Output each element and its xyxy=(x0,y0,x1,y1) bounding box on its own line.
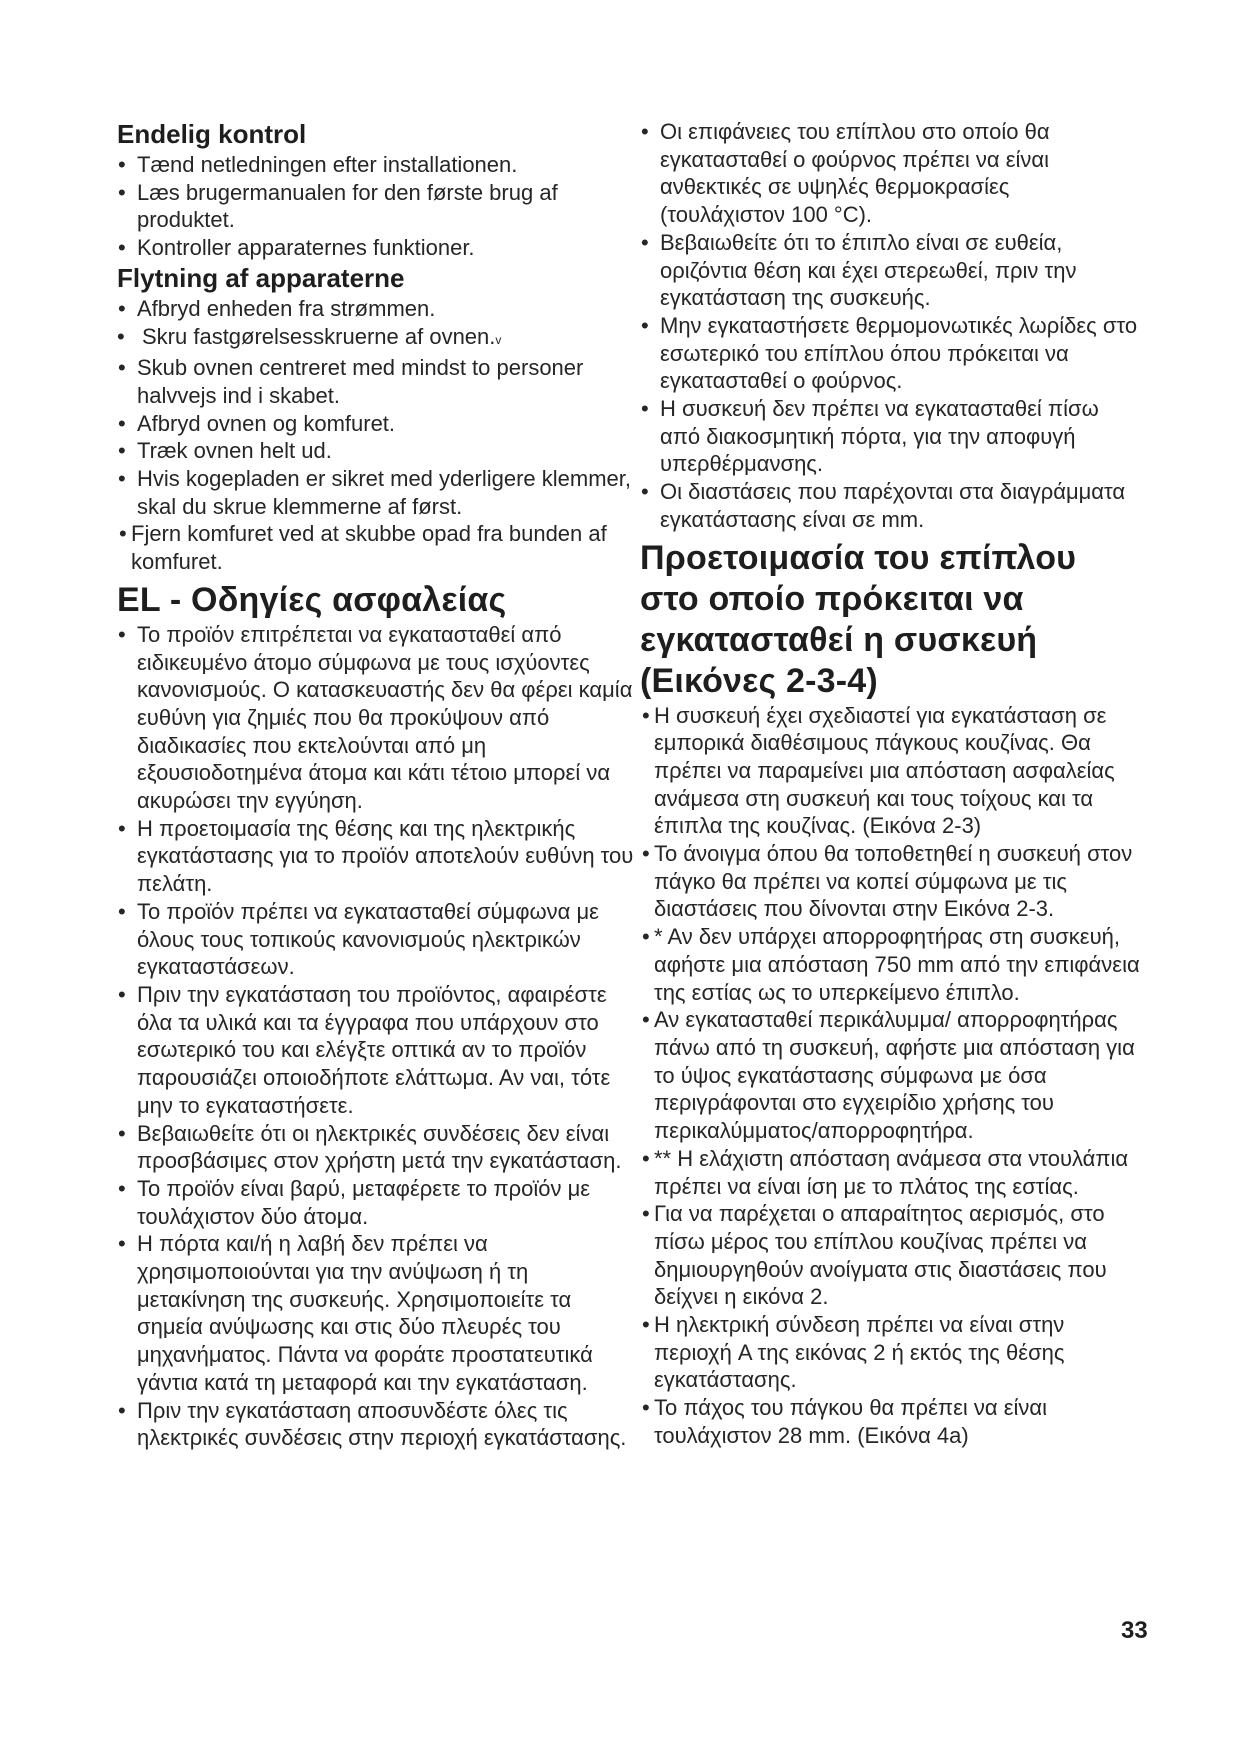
list-item: • Για να παρέχεται ο απαραίτητος αερισμός, στο πίσω μέρος του επίπλου κουζίνας πρέπει να δημιουργηθούν ανοίγματα στις διαστάσεις που δείχνει η εικόνα 2. xyxy=(642,1201,1107,1310)
list-item: • Afbryd ovnen og komfuret. xyxy=(118,410,396,436)
list-item: • Kontroller apparaternes funktioner. xyxy=(118,235,475,261)
list-item: • ** Η ελάχιστη απόσταση ανάμεσα στα ντουλάπια πρέπει να είναι ίση με το πλάτος της εστίας. xyxy=(642,1145,1129,1199)
endelig-kontrol-heading: Endelig kontrol xyxy=(117,119,307,149)
el-safety-list xyxy=(117,621,637,1452)
list-item: • Βεβαιωθείτε ότι το έπιπλο είναι σε ευθεία, οριζόντια θέση και έχει στερεωθεί, πριν την εγκατάσταση της συσκευής. xyxy=(641,229,1077,311)
list-item: • Βεβαιωθείτε ότι οι ηλεκτρικές συνδέσεις δεν είναι προσβάσιμες στον χρήστη μετά την εγκατάσταση. xyxy=(118,1120,622,1174)
footnote-mark: v xyxy=(495,332,502,347)
list-item: • Το προϊόν επιτρέπεται να εγκατασταθεί από ειδικευμένο άτομο σύμφωνα με τους ισχύοντες κανονισμούς. Ο κατασκευαστής δεν θα φέρει καμία ευθύνη για ζημιές που θα προκύψουν από διαδικασίες που εκτελούνται από μη εξουσιοδοτημένα άτομα και κάτι τέτοιο μπορεί να ακυρώσει την εγγύηση. xyxy=(118,621,633,814)
list-item: • Μην εγκαταστήσετε θερμομονωτικές λωρίδες στο εσωτερικό του επίπλου όπου πρόκειται να εγκατασταθεί ο φούρνος. xyxy=(641,312,1138,394)
list-item: • Οι επιφάνειες του επίπλου στο οποίο θα εγκατασταθεί ο φούρνος πρέπει να είναι ανθεκτικές σε υψηλές θερμοκρασίες (τουλάχιστον 100 °C). xyxy=(641,119,1050,228)
list-item: • Αν εγκατασταθεί περικάλυμμα/ απορροφητήρας πάνω από τη συσκευή, αφήστε μια απόσταση για το ύψος εγκατάστασης σύμφωνα με όσα περιγράφονται στο εγχειρίδιο χρήσης του περικαλύμματος/απορροφητήρα. xyxy=(642,1007,1135,1144)
list-item: • Η ηλεκτρική σύνδεση πρέπει να είναι στην περιοχή A της εικόνας 2 ή εκτός της θέσης εγκατάστασης. xyxy=(642,1312,1065,1393)
endelig-kontrol-list xyxy=(117,151,637,262)
list-item: • Fjern komfuret ved at skubbe opad fra bunden af komfuret. xyxy=(119,521,607,575)
list-item: • Η συσκευή δεν πρέπει να εγκατασταθεί πίσω από διακοσμητική πόρτα, για την αποφυγή υπερθέρμανσης. xyxy=(641,396,1099,477)
list-item: • Skub ovnen centreret med mindst to personer halvvejs ind i skabet. xyxy=(118,355,584,408)
list-item: • Το πάχος του πάγκου θα πρέπει να είναι τουλάχιστον 28 mm. (Εικόνα 4a) xyxy=(642,1395,1048,1448)
list-item: • Το προϊόν πρέπει να εγκατασταθεί σύμφωνα με όλους τους τοπικούς κανονισμούς ηλεκτρικών εγκαταστάσεων. xyxy=(118,898,599,980)
list-item: • Skru fastgørelsesskruerne af ovnen.v xyxy=(117,323,502,349)
list-item: • Η προετοιμασία της θέσης και της ηλεκτρικής εγκατάστασης για το προϊόν αποτελούν ευθύνη του πελάτη. xyxy=(118,815,634,897)
furniture-preparation-list xyxy=(640,702,1140,1450)
list-item: • Οι διαστάσεις που παρέχονται στα διαγράμματα εγκατάστασης είναι σε mm. xyxy=(641,479,1126,532)
list-item: • Το προϊόν είναι βαρύ, μεταφέρετε το προϊόν με τουλάχιστον δύο άτομα. xyxy=(118,1175,591,1229)
list-item: • Πριν την εγκατάσταση του προϊόντος, αφαιρέστε όλα τα υλικά και τα έγγραφα που υπάρχουν στο εσωτερικό του και ελέγξτε οπτικά αν το προϊόν παρουσιάζει οποιοδήποτε ελάττωμα. Αν ναι, τότε μην το εγκαταστήσετε. xyxy=(118,981,611,1118)
flytning-list xyxy=(117,295,637,576)
list-item: • Læs brugermanualen for den første brug af produktet. xyxy=(118,179,558,233)
list-item: • Hvis kogepladen er sikret med yderligere klemmer, skal du skrue klemmerne af først. xyxy=(118,466,631,519)
left-column xyxy=(117,118,637,1452)
flytning-heading: Flytning af apparaterne xyxy=(117,262,405,293)
list-item: • * Αν δεν υπάρχει απορροφητήρας στη συσκευή, αφήστε μια απόσταση 750 mm από την επιφάνεια της εστίας ως το υπερκείμενο έπιπλο. xyxy=(642,924,1140,1005)
el-safety-heading: EL - Οδηγίες ασφαλείας xyxy=(117,580,507,619)
list-item: • Η πόρτα και/ή η λαβή δεν πρέπει να χρησιμοποιούνται για την ανύψωση ή τη μετακίνηση της συσκευής. Χρησιμοποιείτε τα σημεία ανύψωσης και στις δύο πλευρές του μηχανήματος. Πάντα να φοράτε προστατευτικά γάντια κατά τη μεταφορά και την εγκατάσταση. xyxy=(118,1231,593,1395)
list-item: • Η συσκευή έχει σχεδιαστεί για εγκατάσταση σε εμπορικά διαθέσιμους πάγκους κουζίνας. Θα πρέπει να παραμείνει μια απόσταση ασφαλείας ανάμεσα στη συσκευή και τους τοίχους και τα έπιπλα της κουζίνας. (Εικόνα 2-3) xyxy=(642,702,1115,839)
right-column xyxy=(640,118,1140,1450)
page-number: 33 xyxy=(1121,1617,1148,1644)
list-item: • Το άνοιγμα όπου θα τοποθετηθεί η συσκευή στον πάγκο θα πρέπει να κοπεί σύμφωνα με τις διαστάσεις που δίνονται στην Εικόνα 2-3. xyxy=(642,841,1133,922)
list-item: • Træk ovnen helt ud. xyxy=(118,438,332,464)
list-item: • Tænd netledningen efter installationen. xyxy=(118,152,518,177)
list-item: • Πριν την εγκατάσταση αποσυνδέστε όλες τις ηλεκτρικές συνδέσεις στην περιοχή εγκατάστασης. xyxy=(118,1397,627,1451)
furniture-preparation-heading: Προετοιμασία του επίπλου στο οποίο πρόκειται να εγκατασταθεί η συσκευή (Εικόνες 2-3-4) xyxy=(640,538,1077,700)
list-item: • Afbryd enheden fra strømmen. xyxy=(118,295,436,321)
furniture-surface-list xyxy=(640,118,1140,534)
